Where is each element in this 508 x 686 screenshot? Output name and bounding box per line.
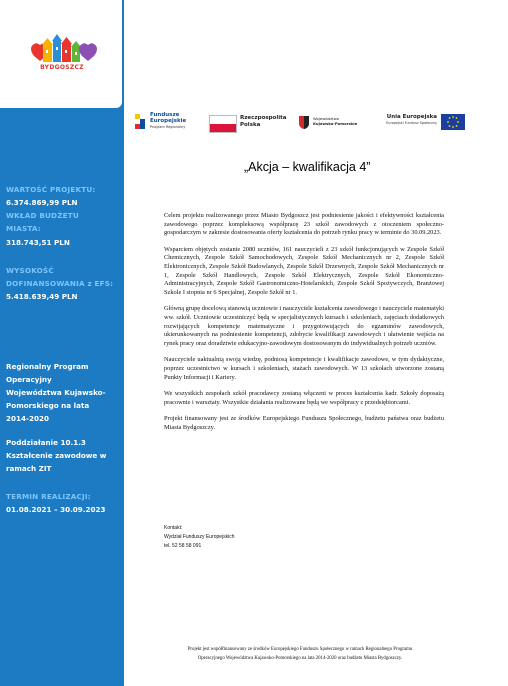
rp-line2: Polska — [240, 121, 261, 128]
program-line: Operacyjny — [6, 375, 52, 384]
funding-block — [6, 264, 122, 303]
city-budget-block — [6, 236, 122, 249]
rp-line1: Rzeczpospolita — [240, 115, 287, 121]
subaction-line: Poddziałanie 10.1.3 — [6, 438, 86, 447]
program-line: 2014-2020 — [6, 414, 49, 423]
polish-flag-icon — [209, 115, 237, 133]
footer-line2: Operacyjnego Województwa Kujawsko-Pomorskiego na lata 2014-2020 oraz budżetu Miasta Bydgoszczy. — [197, 656, 403, 661]
project-value: 6.374.869,99 PLN — [6, 198, 78, 207]
fe-star-icon — [135, 114, 149, 132]
sidebar — [0, 0, 124, 686]
program-line: Regionalny Program — [6, 362, 89, 371]
contact-phone: tel. 52 58 58 091 — [164, 543, 202, 549]
wojewodztwo-crest-icon — [298, 115, 310, 129]
program-line: Pomorskiego na lata — [6, 401, 90, 410]
bydgoszcz-logo — [0, 0, 122, 108]
term-value: 01.08.2021 – 30.09.2023 — [6, 505, 106, 514]
document-title: „Akcja – kwalifikacja 4” — [244, 160, 371, 174]
term-label: TERMIN REALIZACJI: — [6, 492, 91, 501]
city-budget-value: 318.743,51 PLN — [6, 238, 70, 247]
funding-value: 5.418.639,49 PLN — [6, 292, 78, 301]
project-value-label: WARTOŚĆ PROJEKTU: — [6, 185, 96, 194]
logo-text: BYDGOSZCZ — [40, 64, 84, 71]
footer-note — [130, 645, 470, 663]
subaction-line: Kształcenie zawodowe w — [6, 451, 107, 460]
funding-label-1: WYSOKOŚĆ — [6, 266, 54, 275]
body-paragraph: Główną grupę docelową stanowią uczniowie i nauczyciele kształcenia zawodowego i nauczyciele matematyki ww. szkół. Uczniowie uczestniczyć będą w specjalistycznych kursach i szkoleniach, zajęciach dodatkowych rozwijających kompetencje matematyczne i przygotowujących do egzaminów zawodowych, ukierunkowanych na podniesienie kompetencji, zdobycie kwalifikacji zawodowych i ułatwienie wejścia na rynek pracy oraz doradztwie edukacyjno-zawodowym dostosowanym do indywidualnych potrzeb uczniów. — [164, 305, 444, 347]
wojewodztwo-logo — [298, 115, 376, 133]
woj-line1: Województwo — [313, 116, 339, 121]
logo-area — [0, 0, 122, 108]
body-paragraph: We wszystkich zespołach szkół pracodawcy zostaną włączeni w proces kształcenia kadr. Szkoły doposażą pracownie i warsztaty. Wszystkie działania realizowane będą we współpracy z przedsiębiorcami. — [164, 390, 444, 406]
project-value-block — [6, 183, 122, 235]
unia-europejska-logo — [381, 114, 465, 134]
term-block — [6, 490, 122, 516]
ue-line2: Europejski Fundusz Społeczny — [386, 121, 437, 125]
fe-line1: Fundusze — [150, 112, 180, 118]
body-paragraph: Wsparciem objętych zostanie 2080 uczniów, 161 nauczycieli z 23 szkół funkcjonujących w Zespole Szkół Chemicznych, Zespole Szkół Samochodowych, Zespole Szkół Mechanicznych nr 2, Zespole Szkół Elektronicznych, Zespole Szkół Budowlanych, Zespole Szkół Drzewnych, Zespole Szkół Mechanicznych nr 1, Zespole Szkół Handlowych, Zespole Szkół Elektrycznych, Zespole Szkół Ekonomiczno-Administracyjnych, Zespole Szkół Gastronomiczno-Hotelarskich, Zespole Szkół Spożywczych, Branżowej Szkole I stopnia nr 6 Specjalnej, Zespole Szkół nr 1. — [164, 245, 444, 296]
rzeczpospolita-logo — [209, 115, 291, 133]
contact-department: Wydział Funduszy Europejskich — [164, 534, 235, 540]
subaction-line: ramach ZIT — [6, 464, 52, 473]
fundusze-europejskie-logo — [135, 112, 203, 134]
funders-logo-bar — [135, 112, 465, 134]
body-paragraph: Nauczyciele uaktualnią swoją wiedzę, podniosą kompetencje i kwalifikacje zawodowe, w tym dydaktyczne, poprzez uczestnictwo w kursach i szkoleniach, stażach zawodowych. W 13 szkołach utworzone zostaną Punkty Informacji i Kariery. — [164, 356, 444, 381]
city-budget-label-2: MIASTA: — [6, 224, 41, 233]
city-budget-label-1: WKŁAD BUDŻETU — [6, 211, 79, 220]
program-block — [6, 360, 122, 425]
contact-label: Kontakt: — [164, 525, 183, 531]
body-paragraph: Celem projektu realizowanego przez Miasto Bydgoszcz jest podniesienie jakości i efektywności kształcenia zawodowego poprzez kompleksową współpracę 23 szkół zawodowych z otoczeniem społeczno-gospodarczym w zakresie dostosowania oferty kształcenia do potrzeb rynku pracy w terminie do 30.09.2023. — [164, 212, 444, 237]
funding-label-2: DOFINANSOWANIA z EFS: — [6, 279, 114, 288]
document-body — [164, 212, 444, 440]
woj-line2: Kujawsko-Pomorskie — [313, 121, 358, 126]
fe-line2: Europejskie — [150, 118, 187, 124]
subaction-block — [6, 436, 122, 475]
program-line: Województwa Kujawsko- — [6, 388, 106, 397]
eu-flag-icon — [441, 114, 465, 130]
contact-block — [164, 524, 235, 551]
fe-line3: Program Regionalny — [150, 125, 186, 129]
body-paragraph: Projekt finansowany jest ze środków Europejskiego Funduszu Społecznego, budżetu państwa oraz budżetu Miasta Bydgoszczy. — [164, 415, 444, 431]
footer-line1: Projekt jest współfinansowany ze środków Europejskiego Funduszu Społecznego w ramach Regionalnego Programu — [187, 647, 413, 652]
ue-line1: Unia Europejska — [386, 114, 437, 120]
